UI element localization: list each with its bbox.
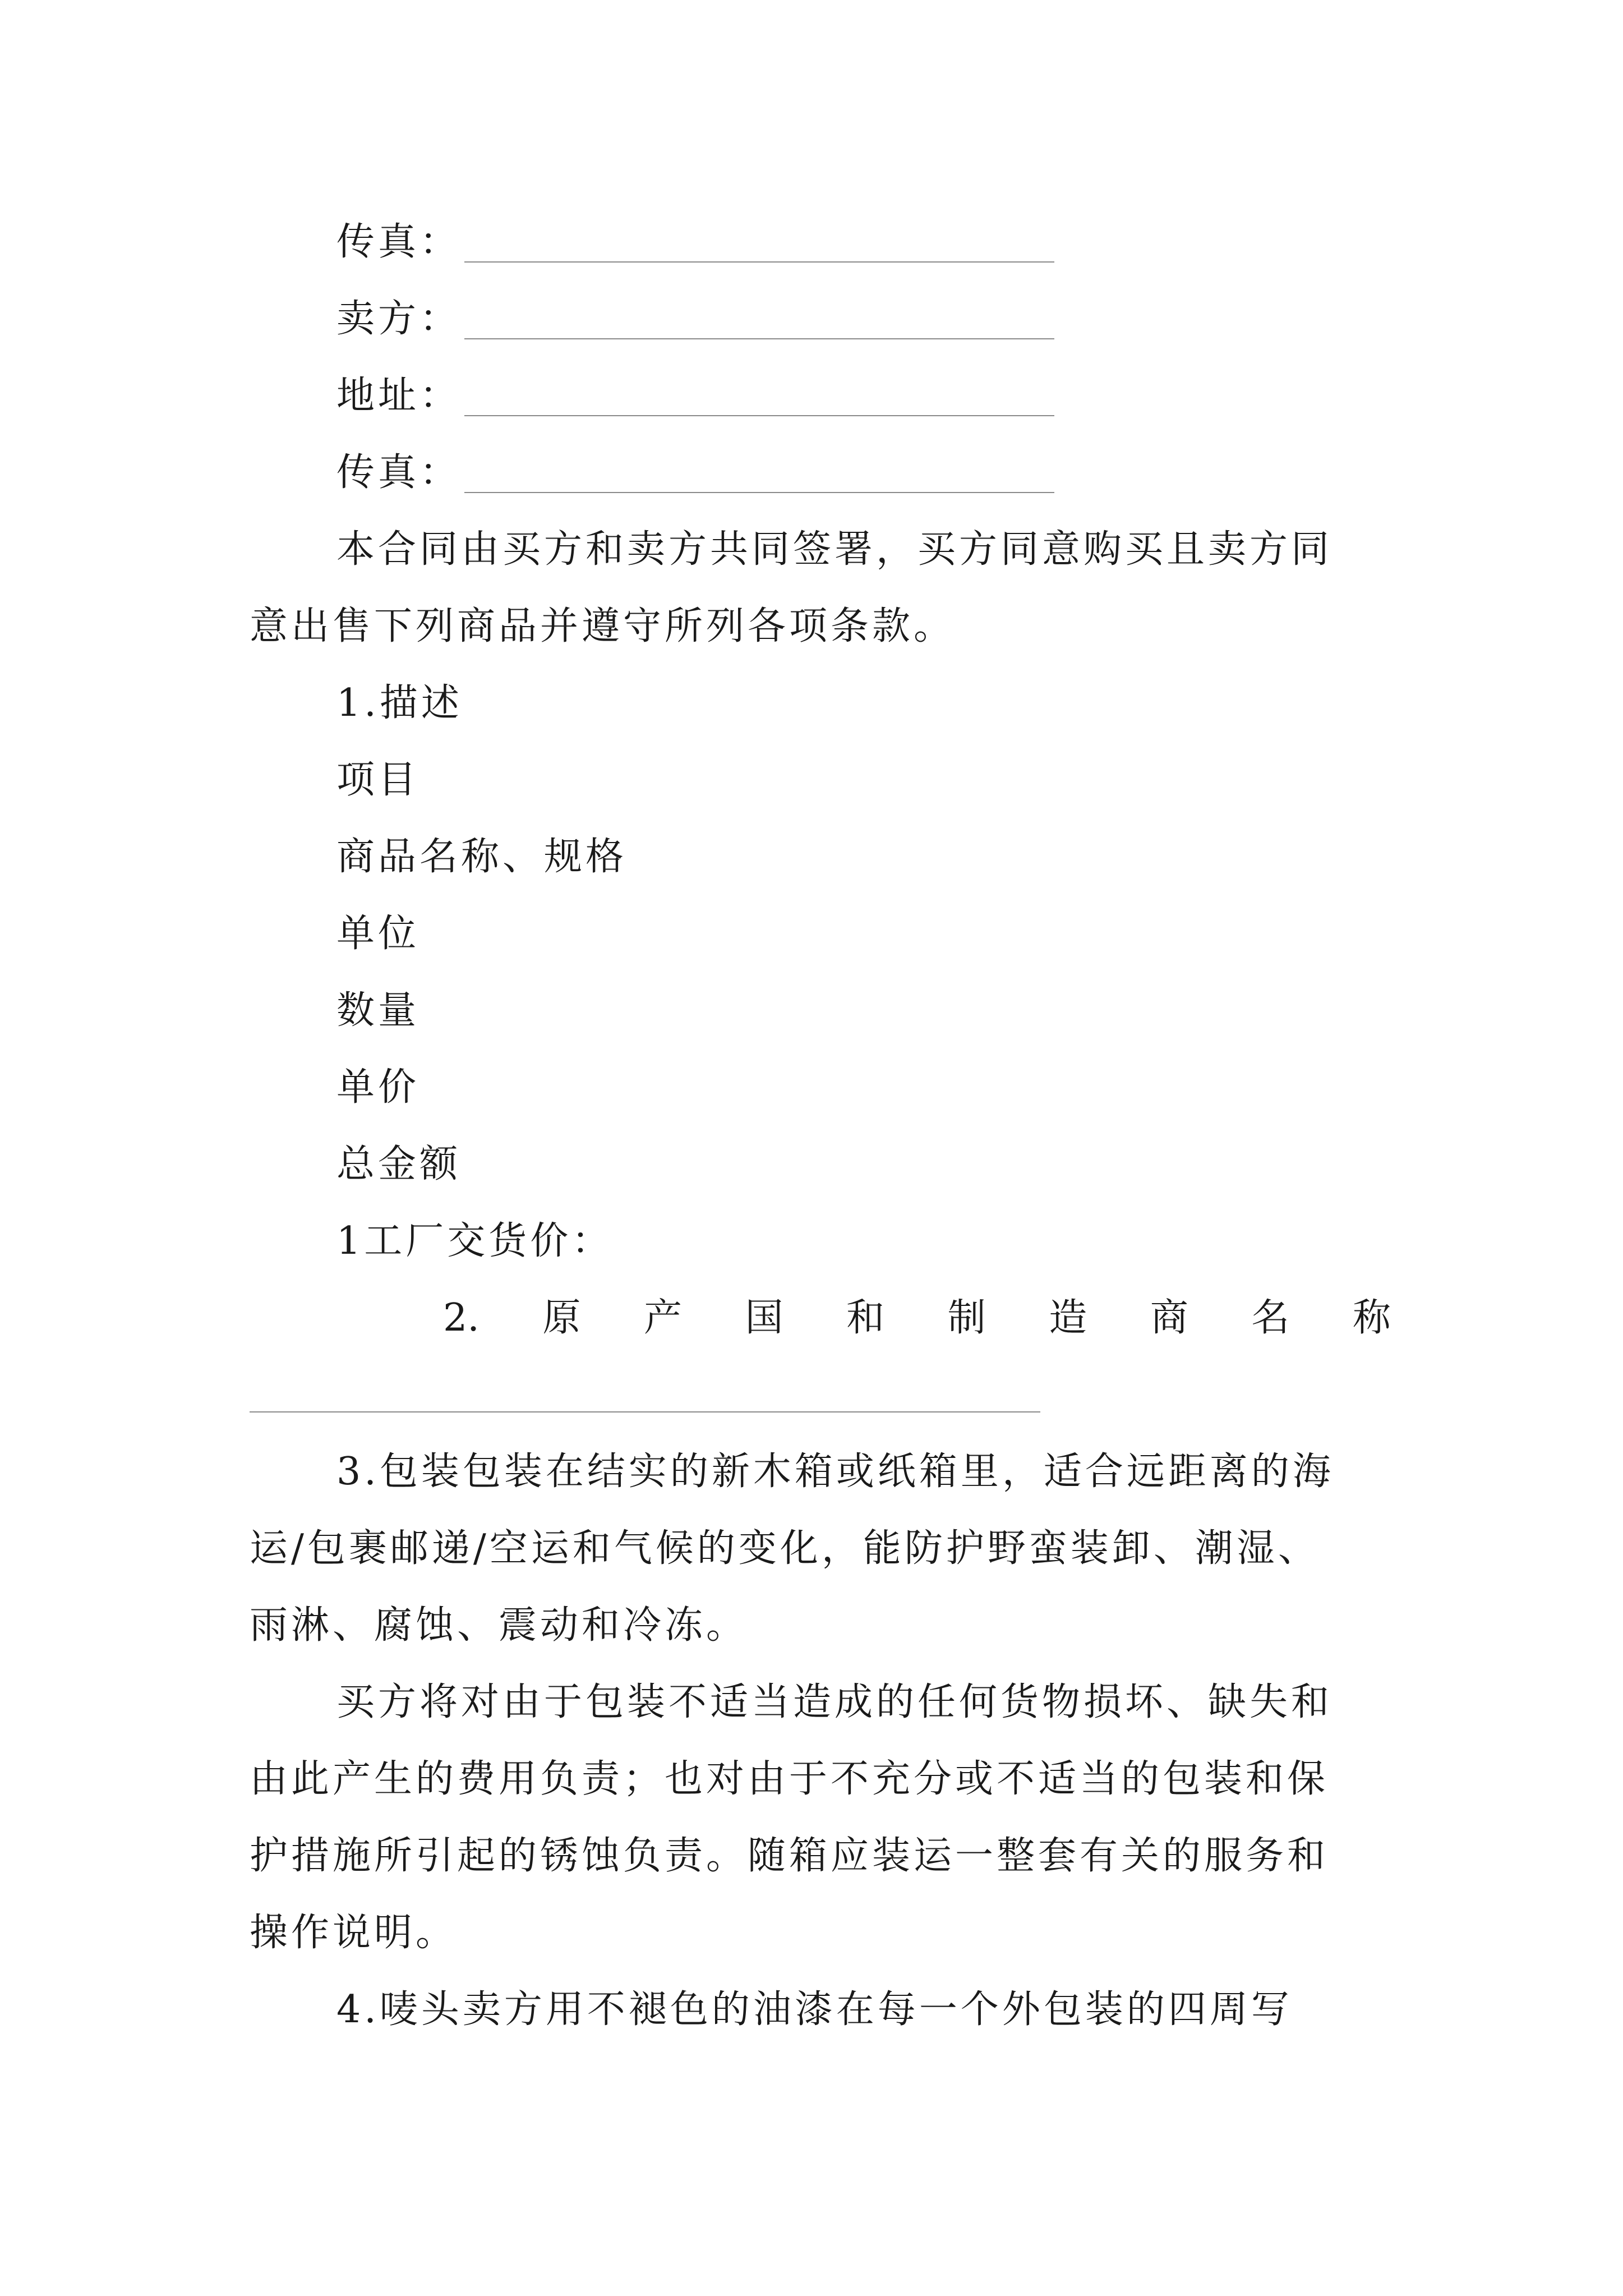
product-name-label: 商品名称、规格: [336, 835, 628, 879]
seller-underline: [464, 338, 1054, 339]
item-label: 项目: [336, 758, 420, 802]
section2-char: 国: [745, 1296, 783, 1340]
section2-char: 产: [644, 1296, 683, 1340]
fax-underline-2: [464, 492, 1054, 493]
address-underline: [464, 415, 1054, 416]
section3-para2-line-1: 买方将对由于包装不适当造成的任何货物损坏、缺失和: [336, 1680, 1333, 1724]
section2-char: 2.: [443, 1296, 479, 1340]
section3-line-1: 3.包装包装在结实的新木箱或纸箱里，适合远距离的海: [336, 1450, 1334, 1494]
section2-char: 和: [846, 1296, 885, 1340]
address-label: 地址：: [336, 374, 462, 418]
fax-label-2: 传真：: [336, 450, 462, 495]
seller-label: 卖方：: [336, 297, 462, 341]
section3-line-2: 运/包裹邮递/空运和气候的变化，能防护野蛮装卸、潮湿、: [250, 1526, 1320, 1571]
unit-price-label: 单价: [336, 1065, 420, 1110]
section2-char: 商: [1150, 1296, 1188, 1340]
fax-underline: [464, 261, 1054, 263]
section3-line-3: 雨淋、腐蚀、震动和冷冻。: [250, 1603, 748, 1648]
intro-line-2: 意出售下列商品并遵守所列各项条款。: [250, 604, 956, 648]
section2-char: 造: [1049, 1296, 1087, 1340]
section1-heading: 1.描述: [336, 681, 463, 725]
quantity-label: 数量: [336, 988, 420, 1033]
section2-char: 原: [542, 1296, 581, 1340]
section3-para2-line-2: 由此产生的费用负责；也对由于不充分或不适当的包装和保: [250, 1757, 1329, 1801]
intro-line-1: 本合同由买方和卖方共同签署，买方同意购买且卖方同: [336, 527, 1333, 572]
section2-char: 名: [1251, 1296, 1290, 1340]
section3-para2-line-3: 护措施所引起的锈蚀负责。随箱应装运一整套有关的服务和: [250, 1834, 1329, 1878]
total-amount-label: 总金额: [336, 1142, 462, 1186]
section2-heading: [443, 1296, 1391, 1340]
section2-char: 制: [947, 1296, 986, 1340]
ex-works-price-label: 1工厂交货价：: [336, 1219, 614, 1263]
section3-para2-line-4: 操作说明。: [250, 1911, 458, 1955]
fax-label: 传真：: [336, 220, 462, 264]
section4-line-1: 4.唛头卖方用不褪色的油漆在每一个外包装的四周写: [336, 1987, 1293, 2032]
unit-label: 单位: [336, 912, 420, 956]
origin-underline: [250, 1411, 1040, 1412]
section2-char: 称: [1352, 1296, 1391, 1340]
